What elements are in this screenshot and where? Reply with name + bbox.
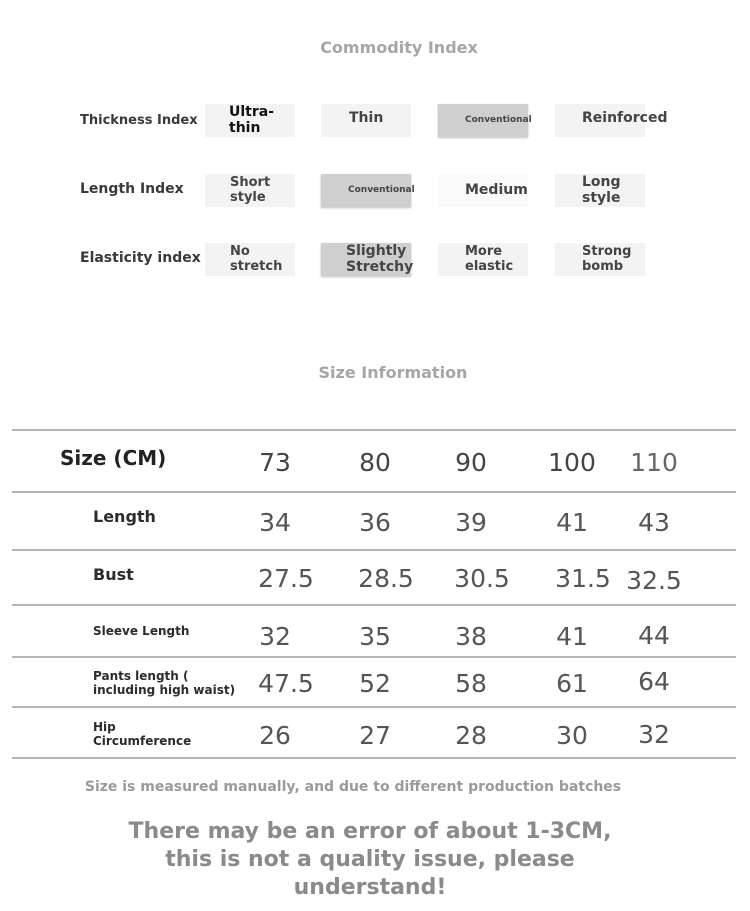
length-index-label: Length Index — [80, 181, 184, 197]
size-cell: 61 — [556, 669, 588, 698]
thickness-option-thin: Thin — [321, 104, 411, 137]
commodity-index-title: Commodity Index — [320, 38, 478, 57]
table-divider — [12, 757, 736, 759]
table-divider — [12, 549, 736, 551]
size-row-label-length: Length — [93, 507, 156, 526]
size-cell: 32 — [638, 720, 670, 749]
size-header-value: 73 — [259, 448, 291, 477]
elasticity-option-more-elastic: More elastic — [438, 243, 528, 276]
size-cell: 58 — [455, 669, 487, 698]
table-divider — [12, 429, 736, 431]
length-option-medium: Medium — [438, 174, 528, 207]
size-cell: 41 — [556, 622, 588, 651]
length-option-short-style: Short style — [205, 174, 295, 207]
elasticity-index-label: Elasticity index — [80, 250, 201, 266]
table-divider — [12, 656, 736, 658]
size-header-value: 90 — [455, 448, 487, 477]
size-header-value: 110 — [630, 448, 678, 477]
size-cell: 32.5 — [626, 566, 682, 595]
size-cell: 35 — [359, 622, 391, 651]
size-cell: 47.5 — [258, 669, 314, 698]
size-cell: 36 — [359, 508, 391, 537]
size-cell: 38 — [455, 622, 487, 651]
size-cell: 43 — [638, 508, 670, 537]
elasticity-option-slightly-stretchy: Slightly Stretchy — [321, 243, 411, 276]
size-cell: 26 — [259, 721, 291, 750]
size-header-label: Size (CM) — [60, 446, 167, 470]
length-option-long-style: Long style — [555, 174, 645, 207]
table-divider — [12, 604, 736, 606]
size-cell: 41 — [556, 508, 588, 537]
thickness-option-ultra-thin: Ultra-thin — [205, 104, 295, 137]
size-information-title: Size Information — [318, 363, 468, 382]
elasticity-option-strong-bomb: Strong bomb — [555, 243, 645, 276]
size-row-label-pants-length: Pants length ( including high waist) — [93, 669, 236, 697]
size-cell: 28.5 — [358, 564, 414, 593]
size-header-value: 80 — [359, 448, 391, 477]
size-row-label-sleeve-length: Sleeve Length — [93, 624, 190, 638]
size-cell: 32 — [259, 622, 291, 651]
table-divider — [12, 706, 736, 708]
size-cell: 52 — [359, 669, 391, 698]
size-cell: 64 — [638, 667, 670, 696]
size-header-value: 100 — [548, 448, 596, 477]
size-row-label-bust: Bust — [93, 565, 134, 584]
size-cell: 34 — [259, 508, 291, 537]
size-cell: 44 — [638, 621, 670, 650]
size-cell: 30 — [556, 721, 588, 750]
length-option-conventional: Conventional — [321, 174, 411, 207]
size-cell: 31.5 — [555, 564, 611, 593]
thickness-index-label: Thickness Index — [80, 113, 198, 128]
size-cell: 39 — [455, 508, 487, 537]
size-row-label-hip-circumference: Hip Circumference — [93, 720, 192, 748]
thickness-option-conventional: Conventional — [438, 104, 528, 137]
thickness-option-reinforced: Reinforced — [555, 104, 645, 137]
error-disclaimer: There may be an error of about 1-3CM, this is not a quality issue, please understand! — [128, 819, 612, 900]
size-cell: 27.5 — [258, 564, 314, 593]
table-divider — [12, 491, 736, 493]
size-cell: 30.5 — [454, 564, 510, 593]
size-cell: 27 — [359, 721, 391, 750]
elasticity-option-no-stretch: No stretch — [205, 243, 295, 276]
size-cell: 28 — [455, 721, 487, 750]
measurement-note: Size is measured manually, and due to different production batches — [84, 779, 622, 795]
